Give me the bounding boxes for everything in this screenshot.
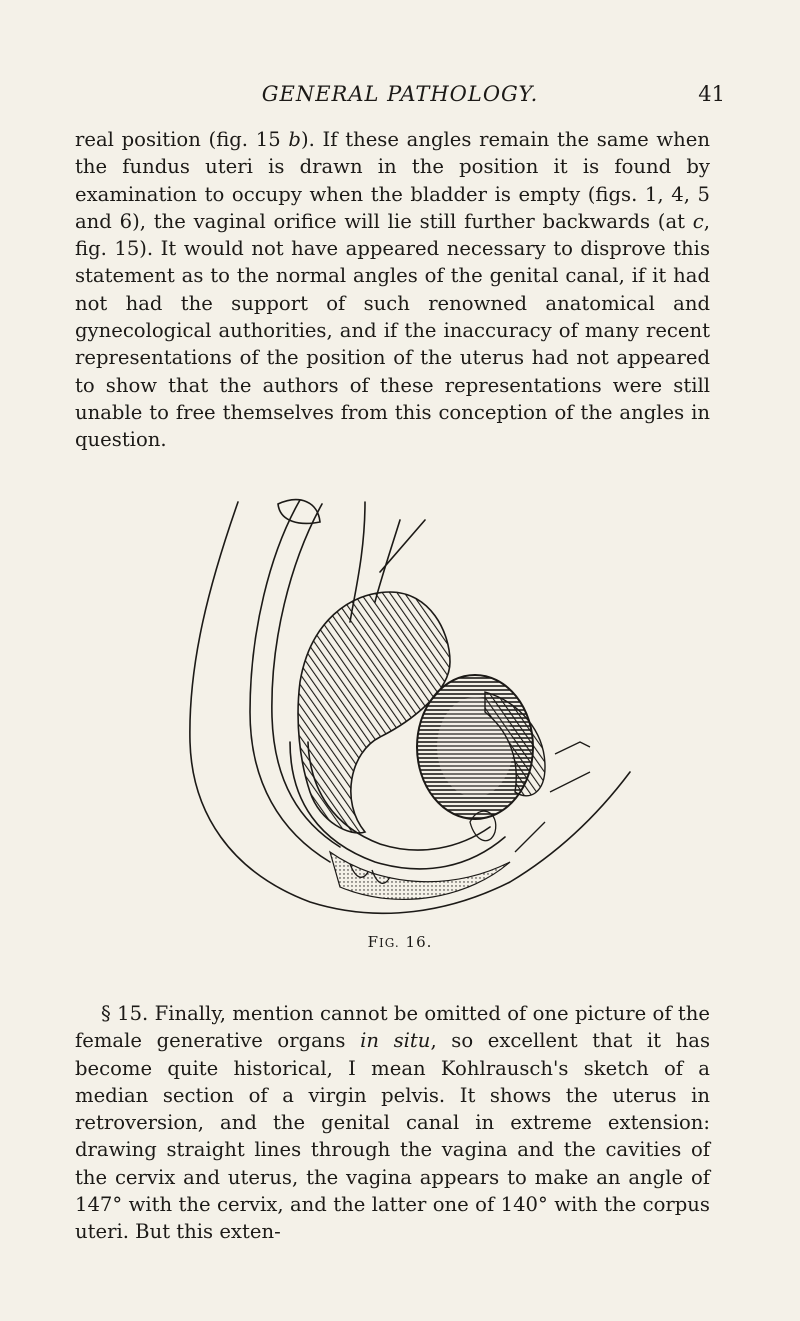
paragraph-2	[75, 1000, 710, 1246]
paragraph-1-text-c: , fig. 15). It would not have appeared necessary to disprove this statement as to the normal angles of the genital canal, if it had not had the support of such renowned anatomical and gynecological authorities, and if the inaccuracy of many recent representations of the position of the uterus had not appeared to show that the authors of these representations were still unable to free themselves from this conception of the angles in question.	[75, 209, 710, 452]
running-title: GENERAL PATHOLOGY.	[261, 82, 539, 106]
pelvis-section-figure	[150, 492, 650, 922]
paragraph-1-italic-b: b	[288, 128, 301, 151]
paragraph-1-italic-c: c	[692, 209, 704, 233]
pelvis-section-illustration	[150, 492, 650, 922]
running-header	[75, 82, 725, 112]
caption-smallcaps: IG.	[379, 936, 400, 950]
paragraph-1-text-b: ). If these angles remain the same when the fundus uteri is drawn in the position it is found by examination to occupy when the bladder is empty (figs. 1, 4, 5 and 6), the vaginal orifice will lie still further backwards (at	[75, 128, 710, 233]
paragraph-2-italic-in-situ: in situ	[360, 1029, 431, 1053]
page-number: 41	[698, 82, 725, 106]
paragraph-2-text-b: , so excellent that it has become quite historical, I mean Kohlrausch's sketch of a median section of a virgin pelvis. It shows the uterus in retroversion, and the genital canal in extreme extension: drawing straight lines through the vagina and the cavities of the cervix and uterus, the vagina appears to make an angle of 147° with the cervix, and the latter one of 140° with the corpus uteri. But this exten-	[75, 1029, 710, 1244]
paragraph-1	[75, 126, 710, 454]
figure-caption	[0, 933, 800, 951]
paragraph-2-text-a: § 15. Finally, mention cannot be omitted of one picture of the female generative organs	[75, 1002, 710, 1053]
caption-number: 16.	[405, 933, 433, 951]
caption-initial: F	[367, 933, 380, 951]
paragraph-1-text-a: real position (fig. 15	[75, 128, 289, 151]
